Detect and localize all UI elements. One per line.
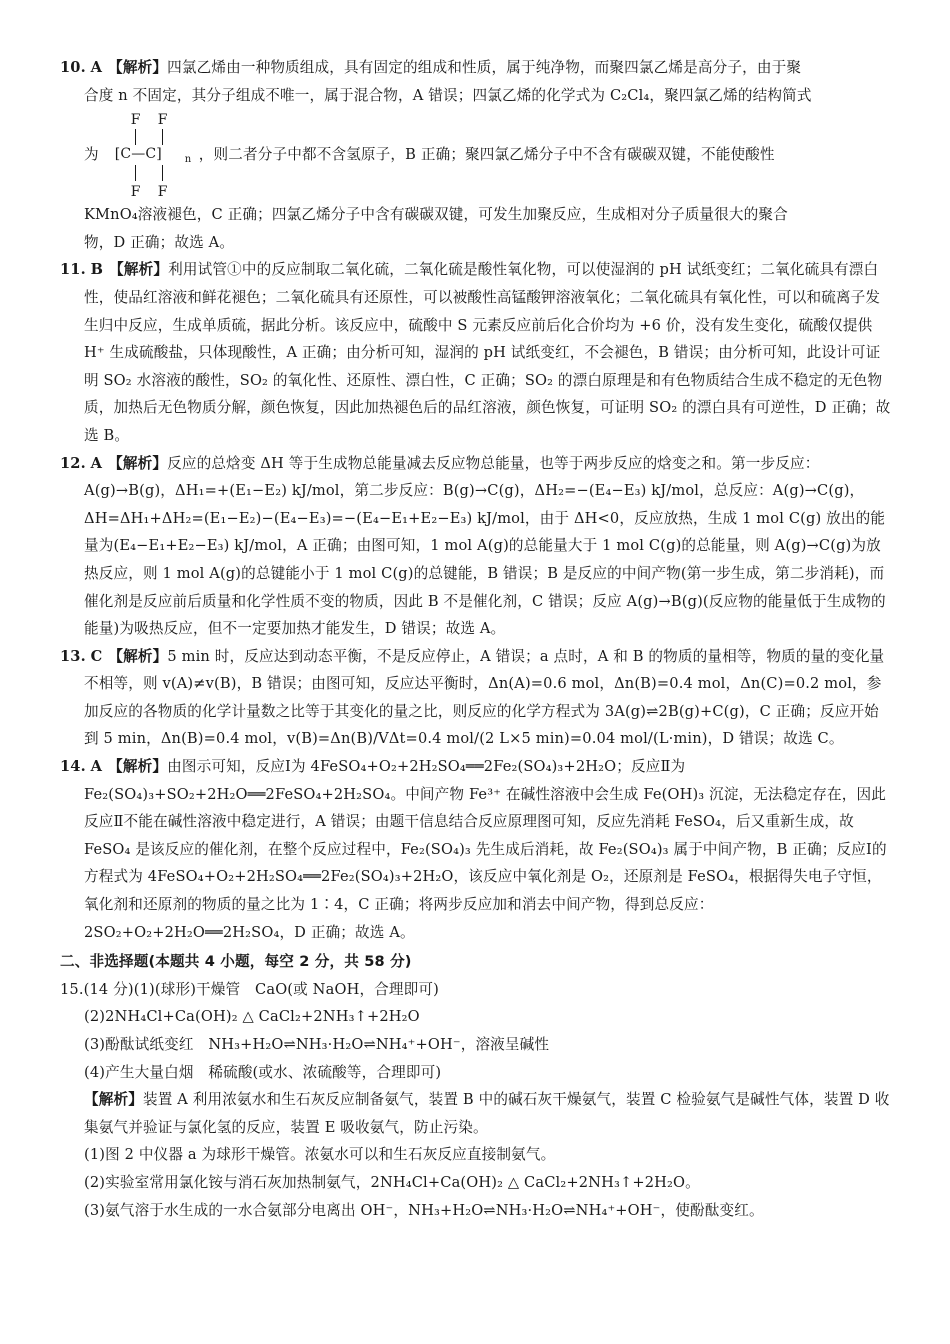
q12-text: 反应的总焓变 ΔH 等于生成物总能量减去反应物总能量，也等于两步反应的焓变之和。第一步反应：A(g)→B(g)，ΔH₁=+(E₁−E₂) kJ/mol，第二步反应：B(g)→C(g)，ΔH₂=−(E₄−E₃) kJ/mol，总反应：A(g)→C(g)，ΔH=ΔH₁+ΔH₂=(E₁−E₂)−(E₄−E₃)=−(E₄−E₁+E₂−E₃) kJ/mol，由于 ΔH<0，反应放热，生成 1 mol C(g) 放出的能量为(E₄−E₁+E₂−E₃) kJ/mol，A 正确；由图可知，1 mol A(g)的总能量大于 1 mol C(g)的总能量，则 A(g)→C(g)为放热反应，则 1 mol A(g)的总键能小于 1 mol C(g)的总键能，B 错误；B 是反应的中间产物(第一步生成，第二步消耗)，而催化剂是反应前后质量和化学性质不变的物质，因此 B 不是催化剂，C 错误；反应 A(g)→B(g)(反应物的能量低于生成物的能量)为吸热反应，但不一定要加热才能发生，D 错误；故选 A。 <box>84 454 886 638</box>
q10-number: 10. <box>60 59 86 76</box>
struct-subscript-n: n <box>184 154 192 166</box>
struct-f-bottom-left: F <box>130 184 141 201</box>
q11-number: 11. <box>60 261 86 279</box>
q14-analysis-tag: 【解析】 <box>108 758 168 776</box>
struct-f-bottom-right: F <box>157 184 168 201</box>
q13-text: 5 min 时，反应达到动态平衡，不是反应停止，A 错误；a 点时，A 和 B 的物质的量相等，物质的量的变化量不相等，则 v(A)≠v(B)，B 错误；由图可知，反应达平衡时，Δn(A)=0.6 mol，Δn(B)=0.4 mol，Δn(C)=0.2 mol，参加反应的各物质的化学计量数之比等于其变化的量之比，则反应的化学方程式为 3A(g)⇌2B(g)+C(g)，C 正确；反应开始到 5 min，Δn(B)=0.4 mol，v(B)=Δn(B)/VΔt=0.4 mol/(2 L×5 min)=0.04 mol/(L·min)，D 错误；故选 C。 <box>84 647 885 748</box>
q15-header: 15.(14 分)(1)(球形)干燥管 CaO(或 NaOH，合理即可) <box>60 980 440 998</box>
question-14 <box>60 753 892 946</box>
q13-analysis-tag: 【解析】 <box>108 647 168 665</box>
q15-explanation-2: (2)实验室常用氯化铵与消石灰加热制氨气，2NH₄Cl+Ca(OH)₂ △ CaCl₂+2NH₃↑+2H₂O。 <box>84 1173 700 1191</box>
q15-explanation-intro <box>60 1086 892 1141</box>
q10-line1 <box>60 54 892 82</box>
q10-text-line5: 物，D 正确；故选 A。 <box>84 233 235 251</box>
q15-intro-text: 装置 A 利用浓氨水和生石灰反应制备氨气，装置 B 中的碱石灰干燥氨气，装置 C 检验氨气是碱性气体，装置 D 收集氨气并验证与氯化氢的反应，装置 E 吸收氨气，防止污染。 <box>84 1091 890 1136</box>
question-11 <box>60 256 892 449</box>
section-heading-nonchoice: 二、非选择题(本题共 4 小题，每空 2 分，共 58 分) <box>60 953 412 971</box>
q15-explanation-3: (3)氨气溶于水生成的一水合氨部分电离出 OH⁻，NH₃+H₂O⇌NH₃·H₂O⇌NH₄⁺+OH⁻，使酚酞变红。 <box>84 1201 764 1219</box>
q14-text: 由图示可知，反应Ⅰ为 4FeSO₄+O₂+2H₂SO₄══2Fe₂(SO₄)₃+2H₂O；反应Ⅱ为 Fe₂(SO₄)₃+SO₂+2H₂O══2FeSO₄+2H₂SO₄。中间产物 Fe³⁺ 在碱性溶液中会生成 Fe(OH)₃ 沉淀，无法稳定存在，因此反应Ⅱ不能在碱性溶液中稳定进行，A 错误；由题干信息结合反应原理图可知，反应先消耗 FeSO₄，后又重新生成，故 FeSO₄ 是该反应的催化剂，在整个反应过程中，Fe₂(SO₄)₃ 先生成后消耗，故 Fe₂(SO₄)₃ 属于中间产物，B 正确；反应Ⅰ的方程式为 4FeSO₄+O₂+2H₂SO₄══2Fe₂(SO₄)₃+2H₂O，该反应中氧化剂是 O₂，还原剂是 FeSO₄，根据得失电子守恒，氧化剂和还原剂的物质的量之比为 1∶4，C 正确；将两步反应加和消去中间产物，得到总反应：2SO₂+O₂+2H₂O══2H₂SO₄，D 正确；故选 A。 <box>84 758 887 941</box>
q12-answer: A <box>90 454 103 472</box>
question-15 <box>60 976 892 1224</box>
struct-bond-bottom-left <box>135 165 136 181</box>
q10-text-line1: 四氯乙烯由一种物质组成，具有固定的组成和性质，属于纯净物，而聚四氯乙烯是高分子，由于聚 <box>167 59 802 76</box>
q12-analysis-tag: 【解析】 <box>108 454 168 472</box>
q10-text-line3: ，则二者分子中都不含氢原子，B 正确；聚四氯乙烯分子中不含有碳碳双键，不能使酸性 <box>198 146 775 164</box>
q15-answer-2: (2)2NH₄Cl+Ca(OH)₂ △ CaCl₂+2NH₃↑+2H₂O <box>84 1008 420 1026</box>
q13-answer: C <box>90 647 103 665</box>
q13-number: 13. <box>60 647 86 665</box>
question-12 <box>60 450 892 643</box>
q11-answer: B <box>90 261 104 279</box>
q14-number: 14. <box>60 758 86 776</box>
struct-bond-top-right <box>162 129 163 145</box>
q14-answer: A <box>90 758 103 776</box>
struct-chain: [C—C] <box>114 146 162 163</box>
q15-explanation-1: (1)图 2 中仪器 a 为球形干燥管。浓氨水可以和生石灰反应直接制氨气。 <box>84 1146 556 1164</box>
struct-f-top-left: F <box>130 112 141 129</box>
q10-struct-prefix: 为 <box>84 146 99 164</box>
answer-page <box>60 54 892 1224</box>
struct-bond-top-left <box>135 129 136 145</box>
question-10 <box>60 54 892 256</box>
q10-analysis-tag: 【解析】 <box>108 59 168 76</box>
q15-answer-4: (4)产生大量白烟 稀硫酸(或水、浓硫酸等，合理即可) <box>84 1063 442 1081</box>
q10-answer: A <box>90 59 103 76</box>
struct-bond-bottom-right <box>162 165 163 181</box>
q10-text-line4: KMnO₄溶液褪色，C 正确；四氯乙烯分子中含有碳碳双键，可发生加聚反应，生成相对分子质量很大的聚合 <box>84 206 788 224</box>
polytetrachloroethylene-structure <box>107 109 195 201</box>
q11-text: 利用试管①中的反应制取二氧化硫，二氧化硫是酸性氧化物，可以使湿润的 pH 试纸变红；二氧化硫具有漂白性，使品红溶液和鲜花褪色；二氧化硫具有还原性，可以被酸性高锰酸钾溶液氧化；二氧化硫具有氧化性，可以和硫离子发生归中反应，生成单质硫，据此分析。该反应中，硫酸中 S 元素反应前后化合价均为 +6 价，没有发生变化，硫酸仅提供 H⁺ 生成硫酸盐，只体现酸性，A 正确；由分析可知，湿润的 pH 试纸变红，不会褪色，B 错误；由分析可知，此设计可证明 SO₂ 水溶液的酸性，SO₂ 的氧化性、还原性、漂白性，C 正确；SO₂ 的漂白原理是和有色物质结合生成不稳定的无色物质，加热后无色物质分解，颜色恢复，因此加热褪色后的品红溶液，颜色恢复，可证明 SO₂ 的漂白具有可逆性，D 正确；故选 B。 <box>84 261 891 444</box>
q10-text-line2: 合度 n 不固定，其分子组成不唯一，属于混合物，A 错误；四氯乙烯的化学式为 C₂Cl₄，聚四氯乙烯的结构简式 <box>84 86 812 104</box>
q11-analysis-tag: 【解析】 <box>109 261 169 279</box>
struct-f-top-right: F <box>157 112 168 129</box>
question-13 <box>60 643 892 753</box>
q10-structure-row <box>60 109 892 201</box>
q15-answer-3: (3)酚酞试纸变红 NH₃+H₂O⇌NH₃·H₂O⇌NH₄⁺+OH⁻，溶液呈碱性 <box>84 1036 550 1053</box>
q12-number: 12. <box>60 454 86 472</box>
q15-analysis-tag: 【解析】 <box>84 1091 143 1109</box>
